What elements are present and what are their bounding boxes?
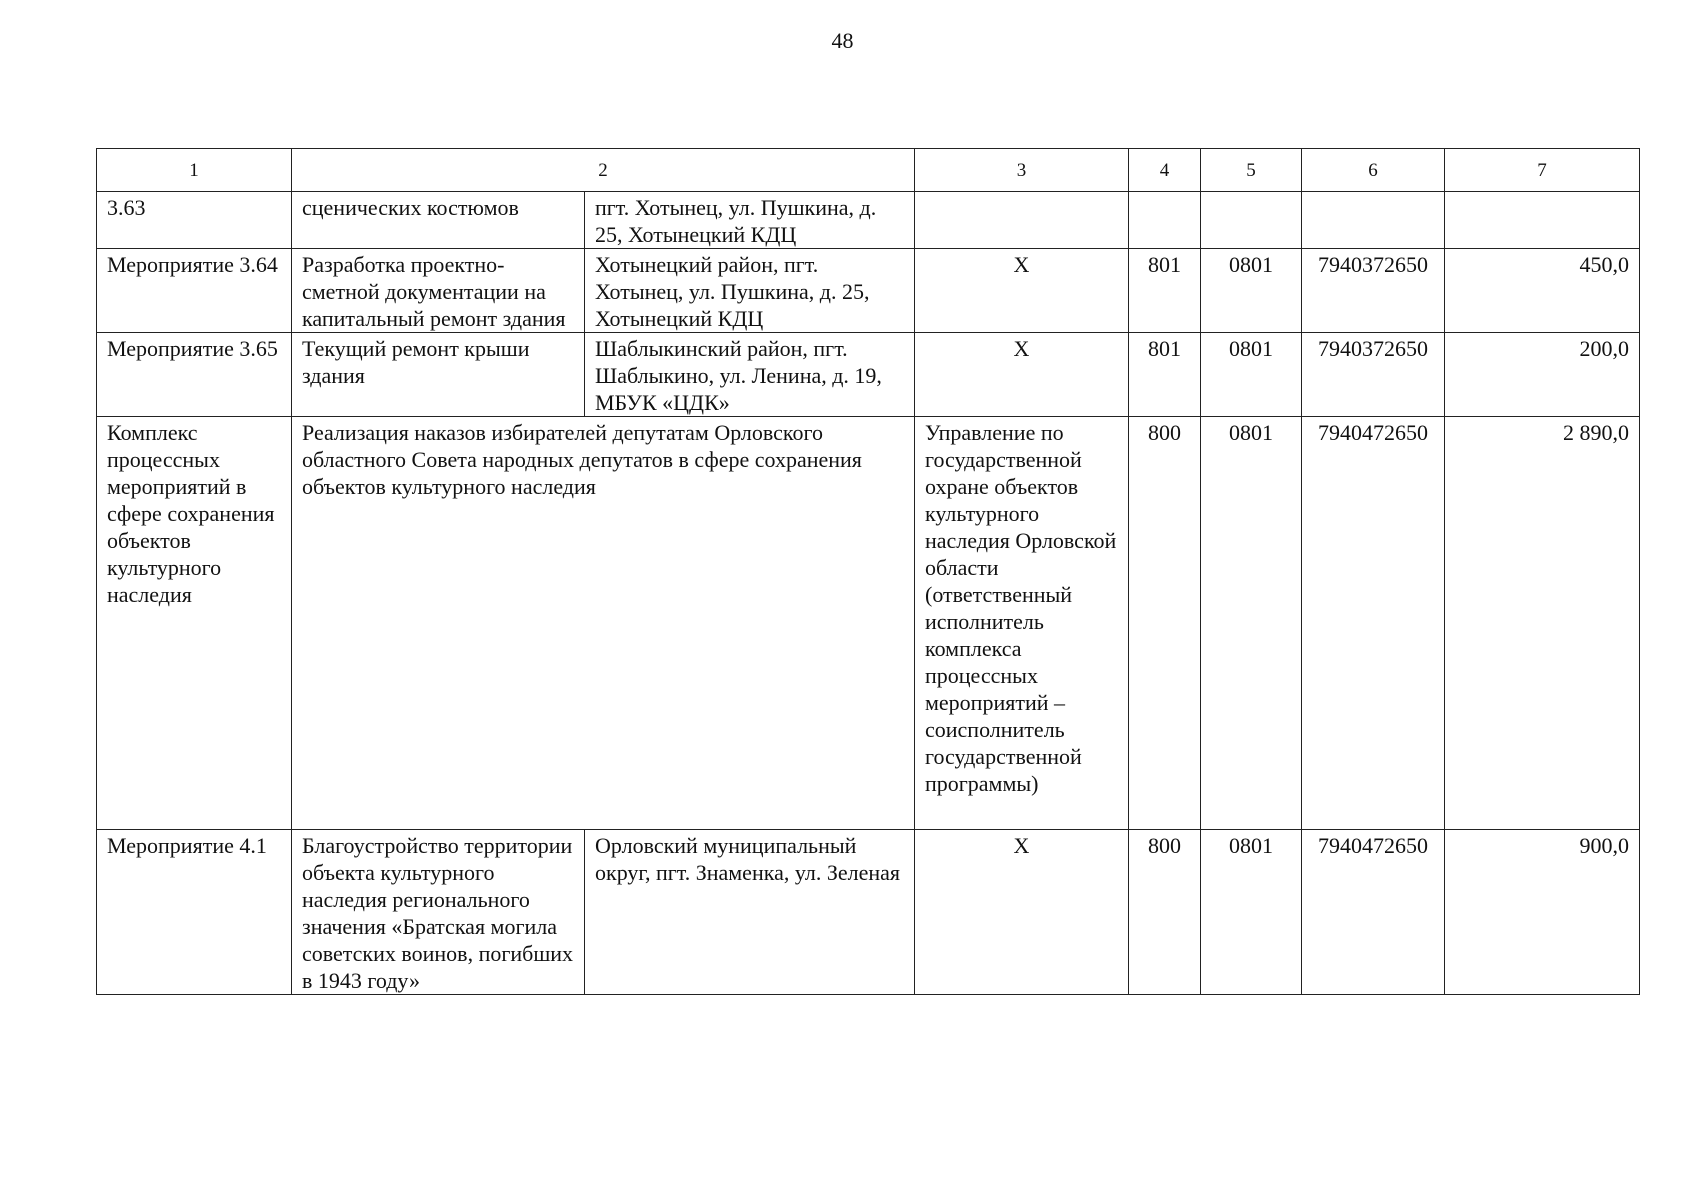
header-cell: 2 (292, 149, 915, 192)
row-col5: 0801 (1201, 830, 1302, 995)
row-executor: Х (915, 249, 1129, 333)
row-col6: 7940372650 (1302, 333, 1445, 417)
table-row (97, 192, 1640, 249)
row-col6: 7940472650 (1302, 830, 1445, 995)
row-col6: 7940372650 (1302, 249, 1445, 333)
row-col4: 800 (1129, 417, 1201, 830)
row-id: 3.63 (97, 192, 292, 249)
row-address: Шаблыкинский район, пгт. Шаблыкино, ул. Ленина, д. 19, МБУК «ЦДК» (585, 333, 915, 417)
row-executor (915, 192, 1129, 249)
table-row (97, 417, 1640, 830)
header-cell: 6 (1302, 149, 1445, 192)
row-executor: Х (915, 830, 1129, 995)
row-executor: Х (915, 333, 1129, 417)
row-id: Мероприятие 3.64 (97, 249, 292, 333)
header-cell: 1 (97, 149, 292, 192)
row-col4 (1129, 192, 1201, 249)
row-col5 (1201, 192, 1302, 249)
row-name: Текущий ремонт крыши здания (292, 333, 585, 417)
row-name: сценических костюмов (292, 192, 585, 249)
header-row (97, 149, 1640, 192)
header-cell: 5 (1201, 149, 1302, 192)
row-id: Мероприятие 3.65 (97, 333, 292, 417)
row-name: Благоустройство территории объекта культурного наследия регионального значения «Братская могила советских воинов, погибших в 1943 году» (292, 830, 585, 995)
row-executor: Управление по государственной охране объектов культурного наследия Орловской области (ответственный исполнитель комплекса процессных мероприятий – соисполнитель государственной программы) (915, 417, 1129, 830)
row-col4: 800 (1129, 830, 1201, 995)
row-address: пгт. Хотынец, ул. Пушкина, д. 25, Хотынецкий КДЦ (585, 192, 915, 249)
row-col4: 801 (1129, 249, 1201, 333)
row-amount (1445, 192, 1640, 249)
header-cell: 7 (1445, 149, 1640, 192)
table-row (97, 249, 1640, 333)
row-col5: 0801 (1201, 417, 1302, 830)
budget-table (96, 148, 1640, 995)
row-col5: 0801 (1201, 333, 1302, 417)
row-name: Разработка проектно-сметной документации на капитальный ремонт здания (292, 249, 585, 333)
row-col6 (1302, 192, 1445, 249)
row-col5: 0801 (1201, 249, 1302, 333)
row-col6: 7940472650 (1302, 417, 1445, 830)
row-amount: 2 890,0 (1445, 417, 1640, 830)
row-name: Реализация наказов избирателей депутатам Орловского областного Совета народных депутатов в сфере сохранения объектов культурного наследия (292, 417, 915, 830)
row-id: Комплекс процессных мероприятий в сфере сохранения объектов культурного наследия (97, 417, 292, 830)
row-amount: 200,0 (1445, 333, 1640, 417)
table-row (97, 830, 1640, 995)
row-col4: 801 (1129, 333, 1201, 417)
header-cell: 3 (915, 149, 1129, 192)
row-address: Хотынецкий район, пгт. Хотынец, ул. Пушкина, д. 25, Хотынецкий КДЦ (585, 249, 915, 333)
table-row (97, 333, 1640, 417)
row-address: Орловский муниципальный округ, пгт. Знаменка, ул. Зеленая (585, 830, 915, 995)
header-cell: 4 (1129, 149, 1201, 192)
page-number: 48 (831, 28, 854, 53)
row-amount: 450,0 (1445, 249, 1640, 333)
row-amount: 900,0 (1445, 830, 1640, 995)
row-id: Мероприятие 4.1 (97, 830, 292, 995)
